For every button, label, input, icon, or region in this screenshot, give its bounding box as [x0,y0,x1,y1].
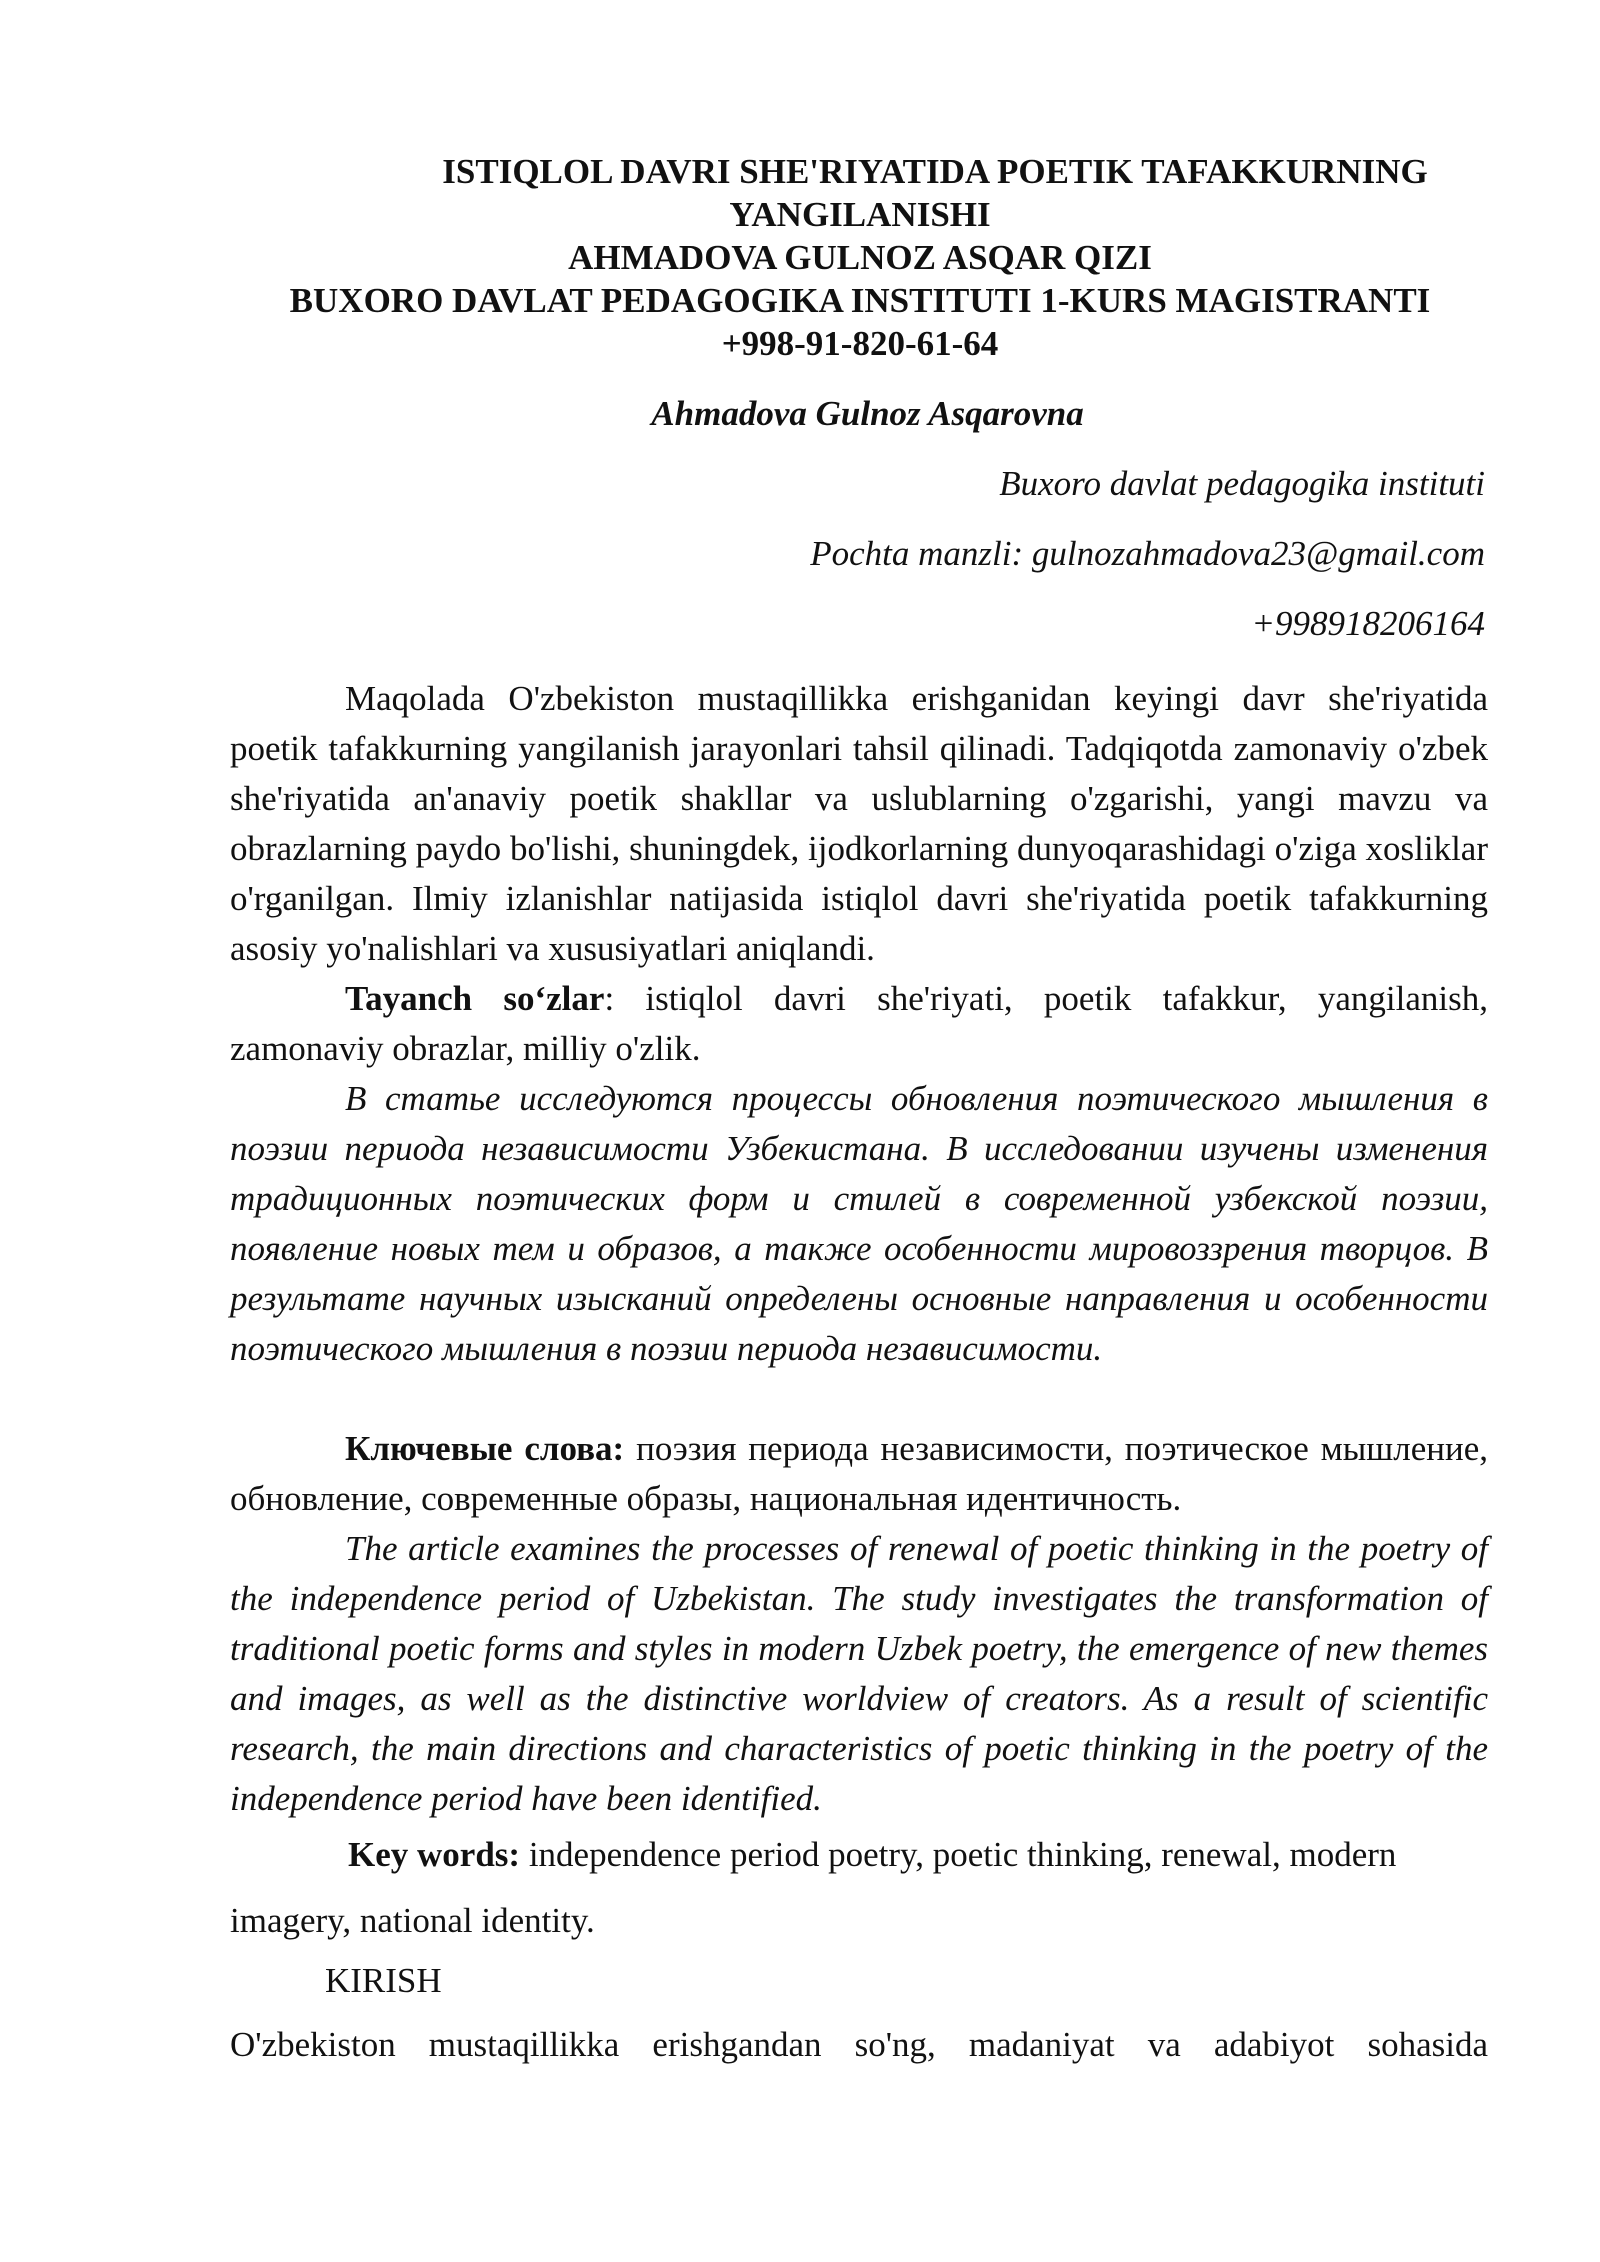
keywords-ru [230,1424,1488,1524]
keywords-en-text1: independence period poetry, poetic thinking, renewal, modern [520,1835,1397,1874]
abstract-ru: В статье исследуются процессы обновления поэтического мышления в поэзии периода независимости Узбекистана. В исследовании изучены изменения традиционных поэтических форм и стилей в современной узбекской поэзии, появление новых тем и образов, а также особенности мировоззрения творцов. В результате научных изысканий определены основные направления и особенности поэтического мышления в поэзии периода независимости. [230,1079,1488,1368]
author-email: Pochta manzli: gulnozahmadova23@gmail.com [810,534,1485,573]
author-institution: Buxoro davlat pedagogika instituti [999,464,1485,503]
keywords-ru-label: Ключевые слова: [345,1429,625,1468]
intro-paragraph-start: O'zbekiston mustaqillikka erishgandan so'ng, madaniyat va adabiyot sohasida [230,2025,1488,2064]
author-caps: AHMADOVA GULNOZ ASQAR QIZI [568,238,1152,277]
institution-caps: BUXORO DAVLAT PEDAGOGIKA INSTITUTI 1-KURS MAGISTRANTI [289,281,1431,320]
keywords-en [230,1822,1488,1954]
paper-title-line1: ISTIQLOL DAVRI SHE'RIYATIDA POETIK TAFAKKURNING [442,152,1428,191]
section-heading-kirish: KIRISH [325,1961,442,2000]
abstract-uz: Maqolada O'zbekiston mustaqillikka erishganidan keyingi davr she'riyatida poetik tafakkurning yangilanish jarayonlari tahsil qilinadi. Tadqiqotda zamonaviy o'zbek she'riyatida an'anaviy poetik shakllar va uslublarning o'zgarishi, yangi mavzu va obrazlarning paydo bo'lishi, shuningdek, ijodkorlarning dunyoqarashidagi o'ziga xosliklar o'rganilgan. Ilmiy izlanishlar natijasida istiqlol davri she'riyatida poetik tafakkurning asosiy yo'nalishlari va xususiyatlari aniqlandi. [230,679,1488,968]
author-name: Ahmadova Gulnoz Asqarovna [651,394,1084,433]
paper-header [230,150,1490,365]
keywords-en-label: Key words: [348,1835,521,1874]
keywords-ru-text: поэзия периода независимости, поэтическое мышление, обновление, современные образы, национальная идентичность. [230,1429,1488,1518]
keywords-uz-text: : istiqlol davri she'riyati, poetik tafakkur, yangilanish, zamonaviy obrazlar, milliy o'zlik. [230,979,1488,1068]
abstract-en: The article examines the processes of renewal of poetic thinking in the poetry of the independence period of Uzbekistan. The study investigates the transformation of traditional poetic forms and styles in modern Uzbek poetry, the emergence of new themes and images, as well as the distinctive worldview of creators. As a result of scientific research, the main directions and characteristics of poetic thinking in the poetry of the independence period have been identified. [230,1529,1488,1818]
keywords-en-line1 [230,1822,1488,1888]
paper-title-line2: YANGILANISHI [729,195,991,234]
phone-caps: +998-91-820-61-64 [721,324,999,363]
author-phone: +998918206164 [1251,604,1485,643]
keywords-en-text2: imagery, national identity. [230,1901,595,1940]
keywords-uz-label: Tayanch so‘zlar [345,979,605,1018]
keywords-uz [230,974,1488,1074]
